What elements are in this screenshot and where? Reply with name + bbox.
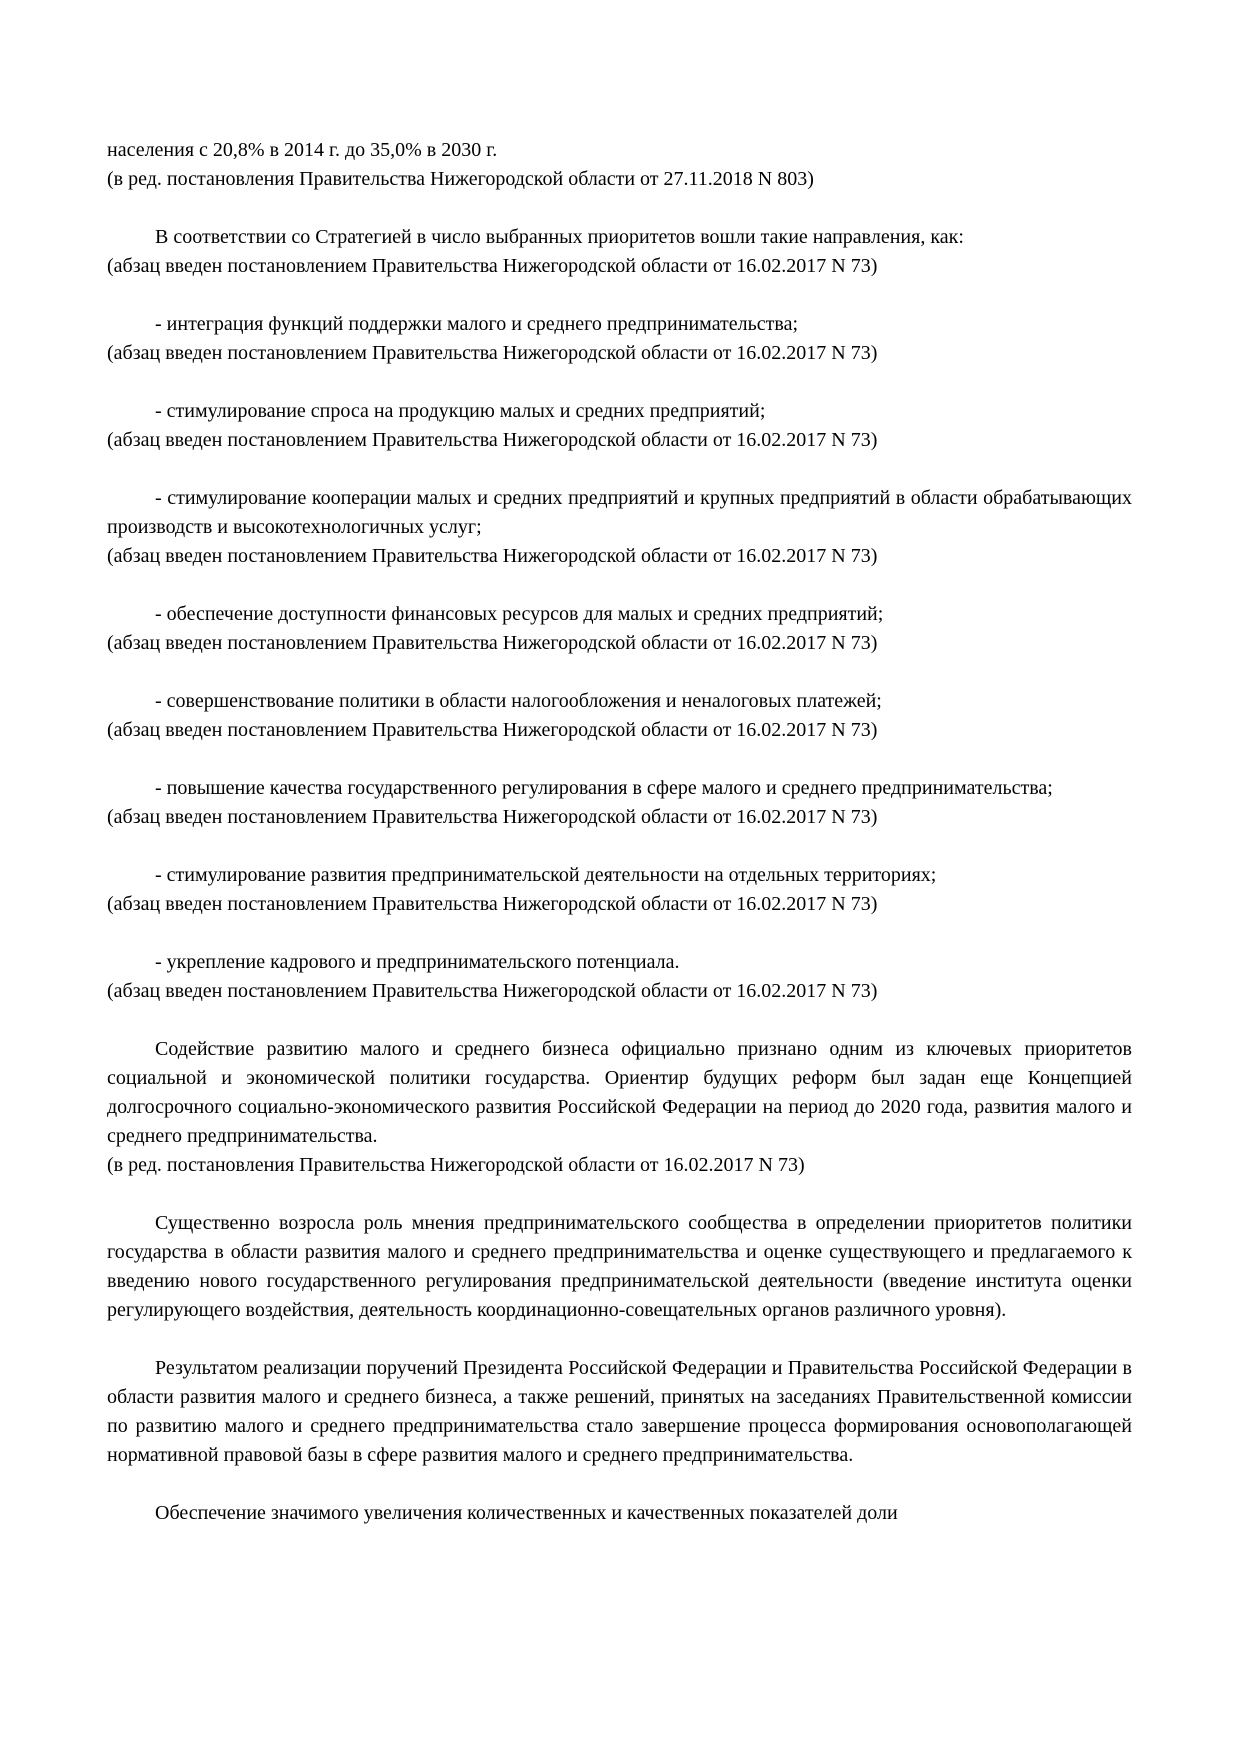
paragraph: Обеспечение значимого увеличения количественных и качественных показателей доли xyxy=(155,1502,898,1524)
paragraph: - обеспечение доступности финансовых ресурсов для малых и средних предприятий; xyxy=(155,603,884,625)
paragraph: - стимулирование кооперации малых и средних предприятий и крупных предприятий в области обрабатывающих производств и высокотехнологичных услуг; xyxy=(107,487,1132,538)
paragraph: - укрепление кадрового и предпринимательского потенциала. xyxy=(155,951,680,973)
paragraph: - интеграция функций поддержки малого и среднего предпринимательства; xyxy=(155,313,798,335)
paragraph: - совершенствование политики в области налогообложения и неналоговых платежей; xyxy=(155,690,882,712)
amendment-note: (абзац введен постановлением Правительства Нижегородской области от 16.02.2017 N 73) xyxy=(107,980,878,1002)
document-body xyxy=(107,136,1132,1528)
amendment-note: (абзац введен постановлением Правительства Нижегородской области от 16.02.2017 N 73) xyxy=(107,342,878,364)
amendment-note: (в ред. постановления Правительства Нижегородской области от 16.02.2017 N 73) xyxy=(107,1154,805,1176)
paragraph: - повышение качества государственного регулирования в сфере малого и среднего предпринимательства; xyxy=(155,777,1053,799)
amendment-note: (абзац введен постановлением Правительства Нижегородской области от 16.02.2017 N 73) xyxy=(107,429,878,451)
amendment-note: (абзац введен постановлением Правительства Нижегородской области от 16.02.2017 N 73) xyxy=(107,806,878,828)
amendment-note: (абзац введен постановлением Правительства Нижегородской области от 16.02.2017 N 73) xyxy=(107,893,878,915)
paragraph: Результатом реализации поручений Президента Российской Федерации и Правительства Российской Федерации в области развития малого и среднего бизнеса, а также решений, принятых на заседаниях Правительственной комиссии по развитию малого и среднего предпринимательства стало завершение процесса формирования основополагающей нормативной правовой базы в сфере развития малого и среднего предпринимательства. xyxy=(107,1357,1132,1466)
amendment-note: (абзац введен постановлением Правительства Нижегородской области от 16.02.2017 N 73) xyxy=(107,719,878,741)
paragraph: Содействие развитию малого и среднего бизнеса официально признано одним из ключевых приоритетов социальной и экономической политики государства. Ориентир будущих реформ был задан еще Концепцией долгосрочного социально-экономического развития Российской Федерации на период до 2020 года, развития малого и среднего предпринимательства. xyxy=(107,1038,1132,1147)
amendment-note: (в ред. постановления Правительства Нижегородской области от 27.11.2018 N 803) xyxy=(107,168,814,190)
paragraph: - стимулирование спроса на продукцию малых и средних предприятий; xyxy=(155,400,766,422)
paragraph: - стимулирование развития предпринимательской деятельности на отдельных территориях; xyxy=(155,864,937,886)
amendment-note: (абзац введен постановлением Правительства Нижегородской области от 16.02.2017 N 73) xyxy=(107,545,878,567)
paragraph: Существенно возросла роль мнения предпринимательского сообщества в определении приоритетов политики государства в области развития малого и среднего предпринимательства и оценке существующего и предлагаемого к введению нового государственного регулирования предпринимательской деятельности (введение института оценки регулирующего воздействия, деятельность координационно-совещательных органов различного уровня). xyxy=(107,1212,1132,1321)
paragraph: населения с 20,8% в 2014 г. до 35,0% в 2030 г. xyxy=(107,139,498,161)
amendment-note: (абзац введен постановлением Правительства Нижегородской области от 16.02.2017 N 73) xyxy=(107,255,878,277)
amendment-note: (абзац введен постановлением Правительства Нижегородской области от 16.02.2017 N 73) xyxy=(107,632,878,654)
paragraph: В соответствии со Стратегией в число выбранных приоритетов вошли такие направления, как: xyxy=(155,226,964,248)
